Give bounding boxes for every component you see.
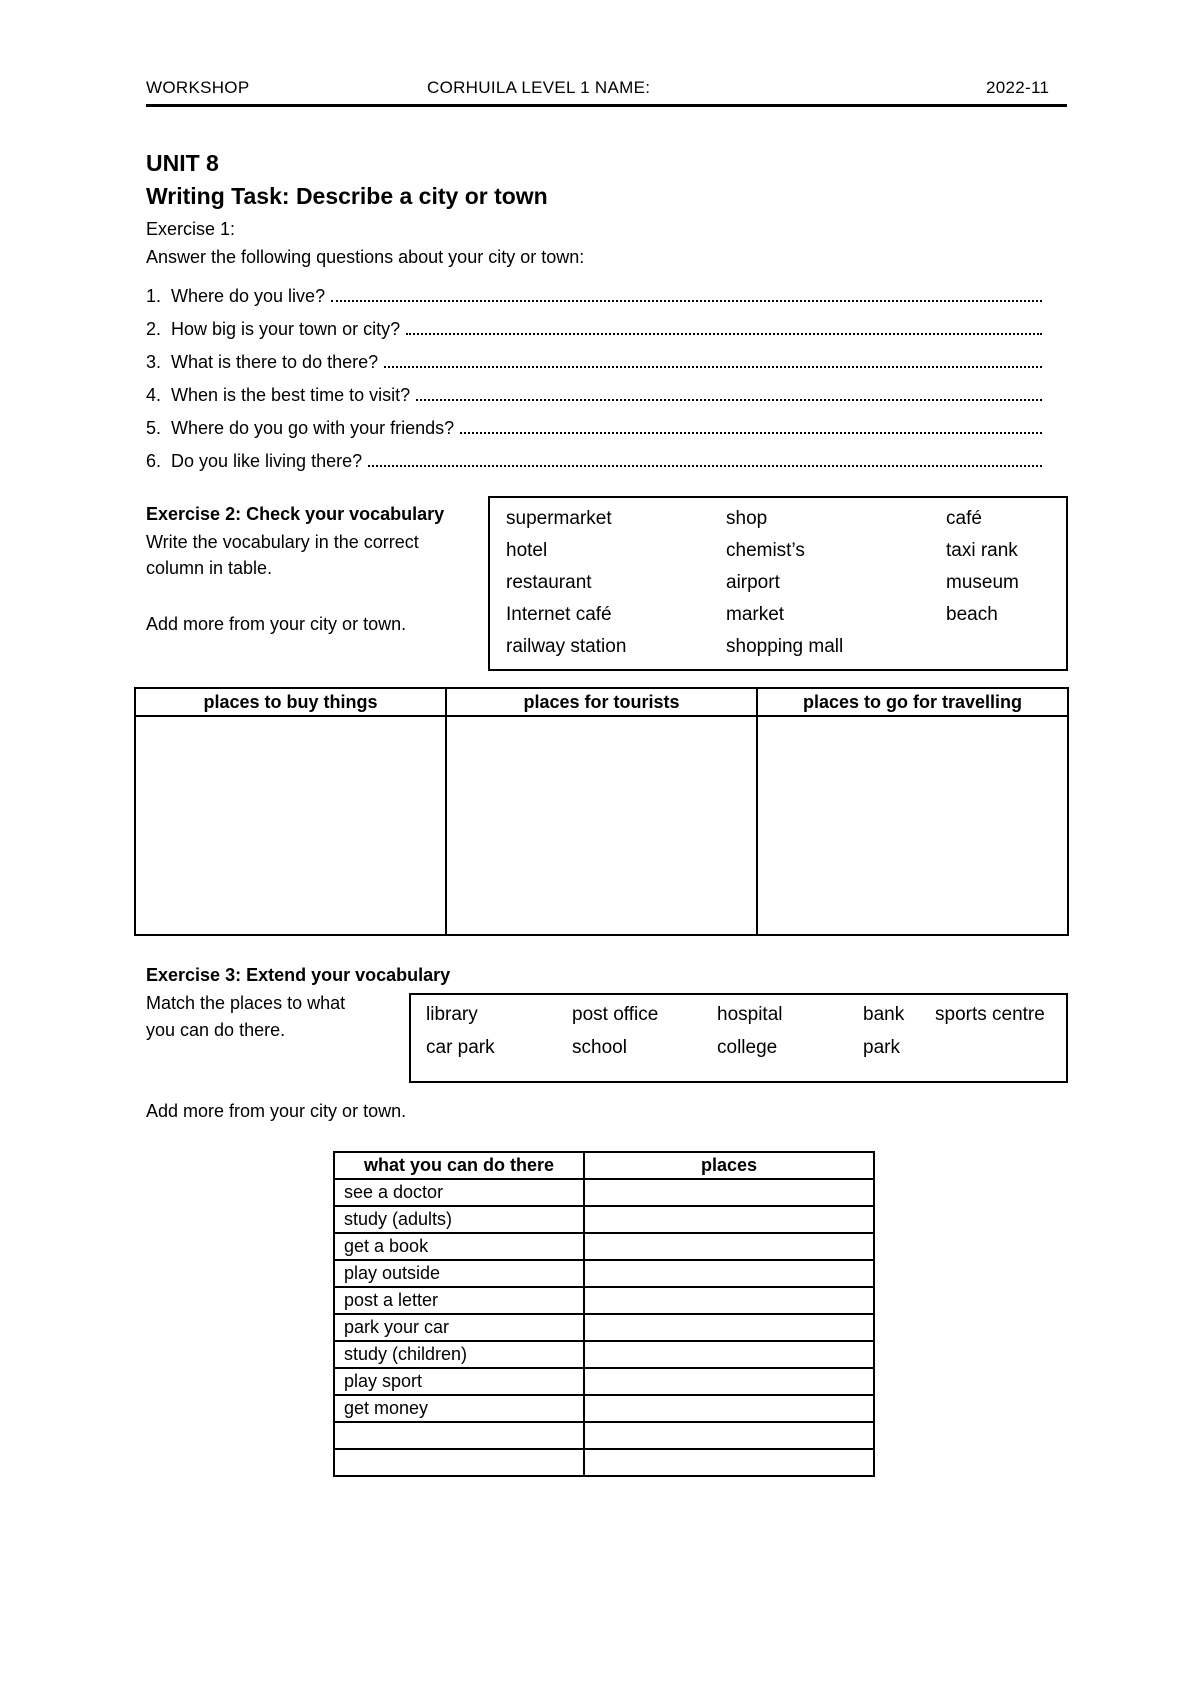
vocab-word: beach	[946, 604, 998, 625]
page-title: Writing Task: Describe a city or town	[146, 183, 548, 209]
places-table	[134, 687, 1069, 936]
match-column-4	[863, 1004, 904, 1070]
match-column-1	[426, 1004, 495, 1070]
header-center: CORHUILA LEVEL 1 NAME:	[427, 78, 651, 97]
answer-cell[interactable]	[584, 1260, 874, 1287]
vocab-word: restaurant	[506, 572, 592, 593]
exercise1-instruction: Answer the following questions about your city or town:	[146, 247, 585, 267]
table-row	[334, 1395, 874, 1422]
vocab-word: museum	[946, 572, 1019, 593]
vocab-word: shopping mall	[726, 636, 844, 657]
table-row	[334, 1314, 874, 1341]
vocabulary-column-2	[726, 508, 843, 668]
vocab-word: airport	[726, 572, 780, 593]
question-number: 5.	[146, 418, 162, 438]
question-2	[146, 318, 1042, 344]
table-row	[334, 1287, 874, 1314]
question-text: Where do you go with your friends?	[171, 418, 455, 438]
column-header: places	[584, 1152, 874, 1179]
exercise3-heading: Exercise 3: Extend your vocabulary	[146, 965, 451, 985]
exercise2-instruction-line1: Write the vocabulary in the correct	[146, 532, 419, 552]
header-right: 2022-11	[986, 78, 1050, 97]
answer-cell[interactable]	[757, 716, 1068, 935]
match-word: car park	[426, 1037, 495, 1058]
match-word: post office	[572, 1004, 659, 1025]
table-row	[334, 1233, 874, 1260]
question-6	[146, 450, 1042, 476]
answer-cell[interactable]	[584, 1422, 874, 1449]
vocab-word: taxi rank	[946, 540, 1018, 561]
column-header: what you can do there	[334, 1152, 584, 1179]
table-row	[334, 1179, 874, 1206]
exercise2-instruction-line2: column in table.	[146, 558, 273, 578]
match-word: park	[863, 1037, 900, 1058]
answer-line[interactable]	[406, 318, 1042, 335]
table-row	[334, 1422, 874, 1449]
question-text: How big is your town or city?	[171, 319, 401, 339]
column-header: places for tourists	[446, 688, 757, 716]
question-number: 6.	[146, 451, 162, 471]
activity-cell: post a letter	[334, 1287, 584, 1314]
exercise2-add-more: Add more from your city or town.	[146, 614, 407, 634]
question-3	[146, 351, 1042, 377]
header-rule	[146, 104, 1067, 107]
vocab-word: railway station	[506, 636, 627, 657]
column-header: places to buy things	[135, 688, 446, 716]
answer-cell[interactable]	[446, 716, 757, 935]
exercise3-instruction-line1: Match the places to what	[146, 993, 346, 1013]
answer-cell[interactable]	[584, 1314, 874, 1341]
question-text: Where do you live?	[171, 286, 326, 306]
match-word: school	[572, 1037, 627, 1058]
question-number: 1.	[146, 286, 162, 306]
question-text: Do you like living there?	[171, 451, 363, 471]
activity-cell: play outside	[334, 1260, 584, 1287]
exercise2-heading: Exercise 2: Check your vocabulary	[146, 504, 445, 524]
match-word: library	[426, 1004, 478, 1025]
answer-cell[interactable]	[584, 1179, 874, 1206]
answer-cell[interactable]	[584, 1395, 874, 1422]
match-word: sports centre	[935, 1004, 1045, 1025]
answer-line[interactable]	[368, 450, 1042, 467]
match-column-2	[572, 1004, 658, 1070]
answer-line[interactable]	[331, 285, 1042, 302]
vocab-word: chemist’s	[726, 540, 805, 561]
question-5	[146, 417, 1042, 443]
answer-cell[interactable]	[584, 1206, 874, 1233]
activity-cell: get a book	[334, 1233, 584, 1260]
question-number: 3.	[146, 352, 162, 372]
match-word: hospital	[717, 1004, 783, 1025]
vocabulary-column-1	[506, 508, 626, 668]
answer-cell[interactable]	[584, 1233, 874, 1260]
table-row	[334, 1341, 874, 1368]
activity-cell: park your car	[334, 1314, 584, 1341]
activity-cell[interactable]	[334, 1449, 584, 1476]
question-1	[146, 285, 1042, 311]
answer-cell[interactable]	[584, 1368, 874, 1395]
unit-title: UNIT 8	[146, 150, 219, 176]
exercise3-instruction-line2: you can do there.	[146, 1020, 286, 1040]
vocab-word: supermarket	[506, 508, 612, 529]
activity-cell: study (adults)	[334, 1206, 584, 1233]
vocab-word: shop	[726, 508, 768, 529]
column-header: places to go for travelling	[757, 688, 1068, 716]
table-row	[334, 1206, 874, 1233]
match-column-5	[935, 1004, 1045, 1037]
answer-cell[interactable]	[584, 1341, 874, 1368]
vocabulary-box	[488, 496, 1068, 671]
table-row	[334, 1449, 874, 1476]
table-row	[334, 1260, 874, 1287]
question-text: When is the best time to visit?	[171, 385, 411, 405]
question-number: 2.	[146, 319, 162, 339]
answer-line[interactable]	[384, 351, 1042, 368]
match-table	[333, 1151, 875, 1477]
answer-line[interactable]	[460, 417, 1042, 434]
answer-cell[interactable]	[584, 1449, 874, 1476]
exercise1-heading: Exercise 1:	[146, 219, 236, 239]
match-word: college	[717, 1037, 778, 1058]
question-number: 4.	[146, 385, 162, 405]
header-left: WORKSHOP	[146, 78, 250, 97]
match-word: bank	[863, 1004, 905, 1025]
activity-cell[interactable]	[334, 1422, 584, 1449]
activity-cell: get money	[334, 1395, 584, 1422]
exercise3-add-more: Add more from your city or town.	[146, 1101, 407, 1121]
table-row	[334, 1368, 874, 1395]
answer-cell[interactable]	[584, 1287, 874, 1314]
match-column-3	[717, 1004, 783, 1070]
activity-cell: study (children)	[334, 1341, 584, 1368]
vocab-word: market	[726, 604, 785, 625]
question-text: What is there to do there?	[171, 352, 379, 372]
vocabulary-column-3	[946, 508, 1019, 636]
vocab-word: Internet café	[506, 604, 612, 625]
answer-line[interactable]	[416, 384, 1042, 401]
match-box	[409, 993, 1068, 1083]
vocab-word: hotel	[506, 540, 548, 561]
answer-cell[interactable]	[135, 716, 446, 935]
vocab-word: café	[946, 508, 982, 529]
question-4	[146, 384, 1042, 410]
activity-cell: play sport	[334, 1368, 584, 1395]
activity-cell: see a doctor	[334, 1179, 584, 1206]
